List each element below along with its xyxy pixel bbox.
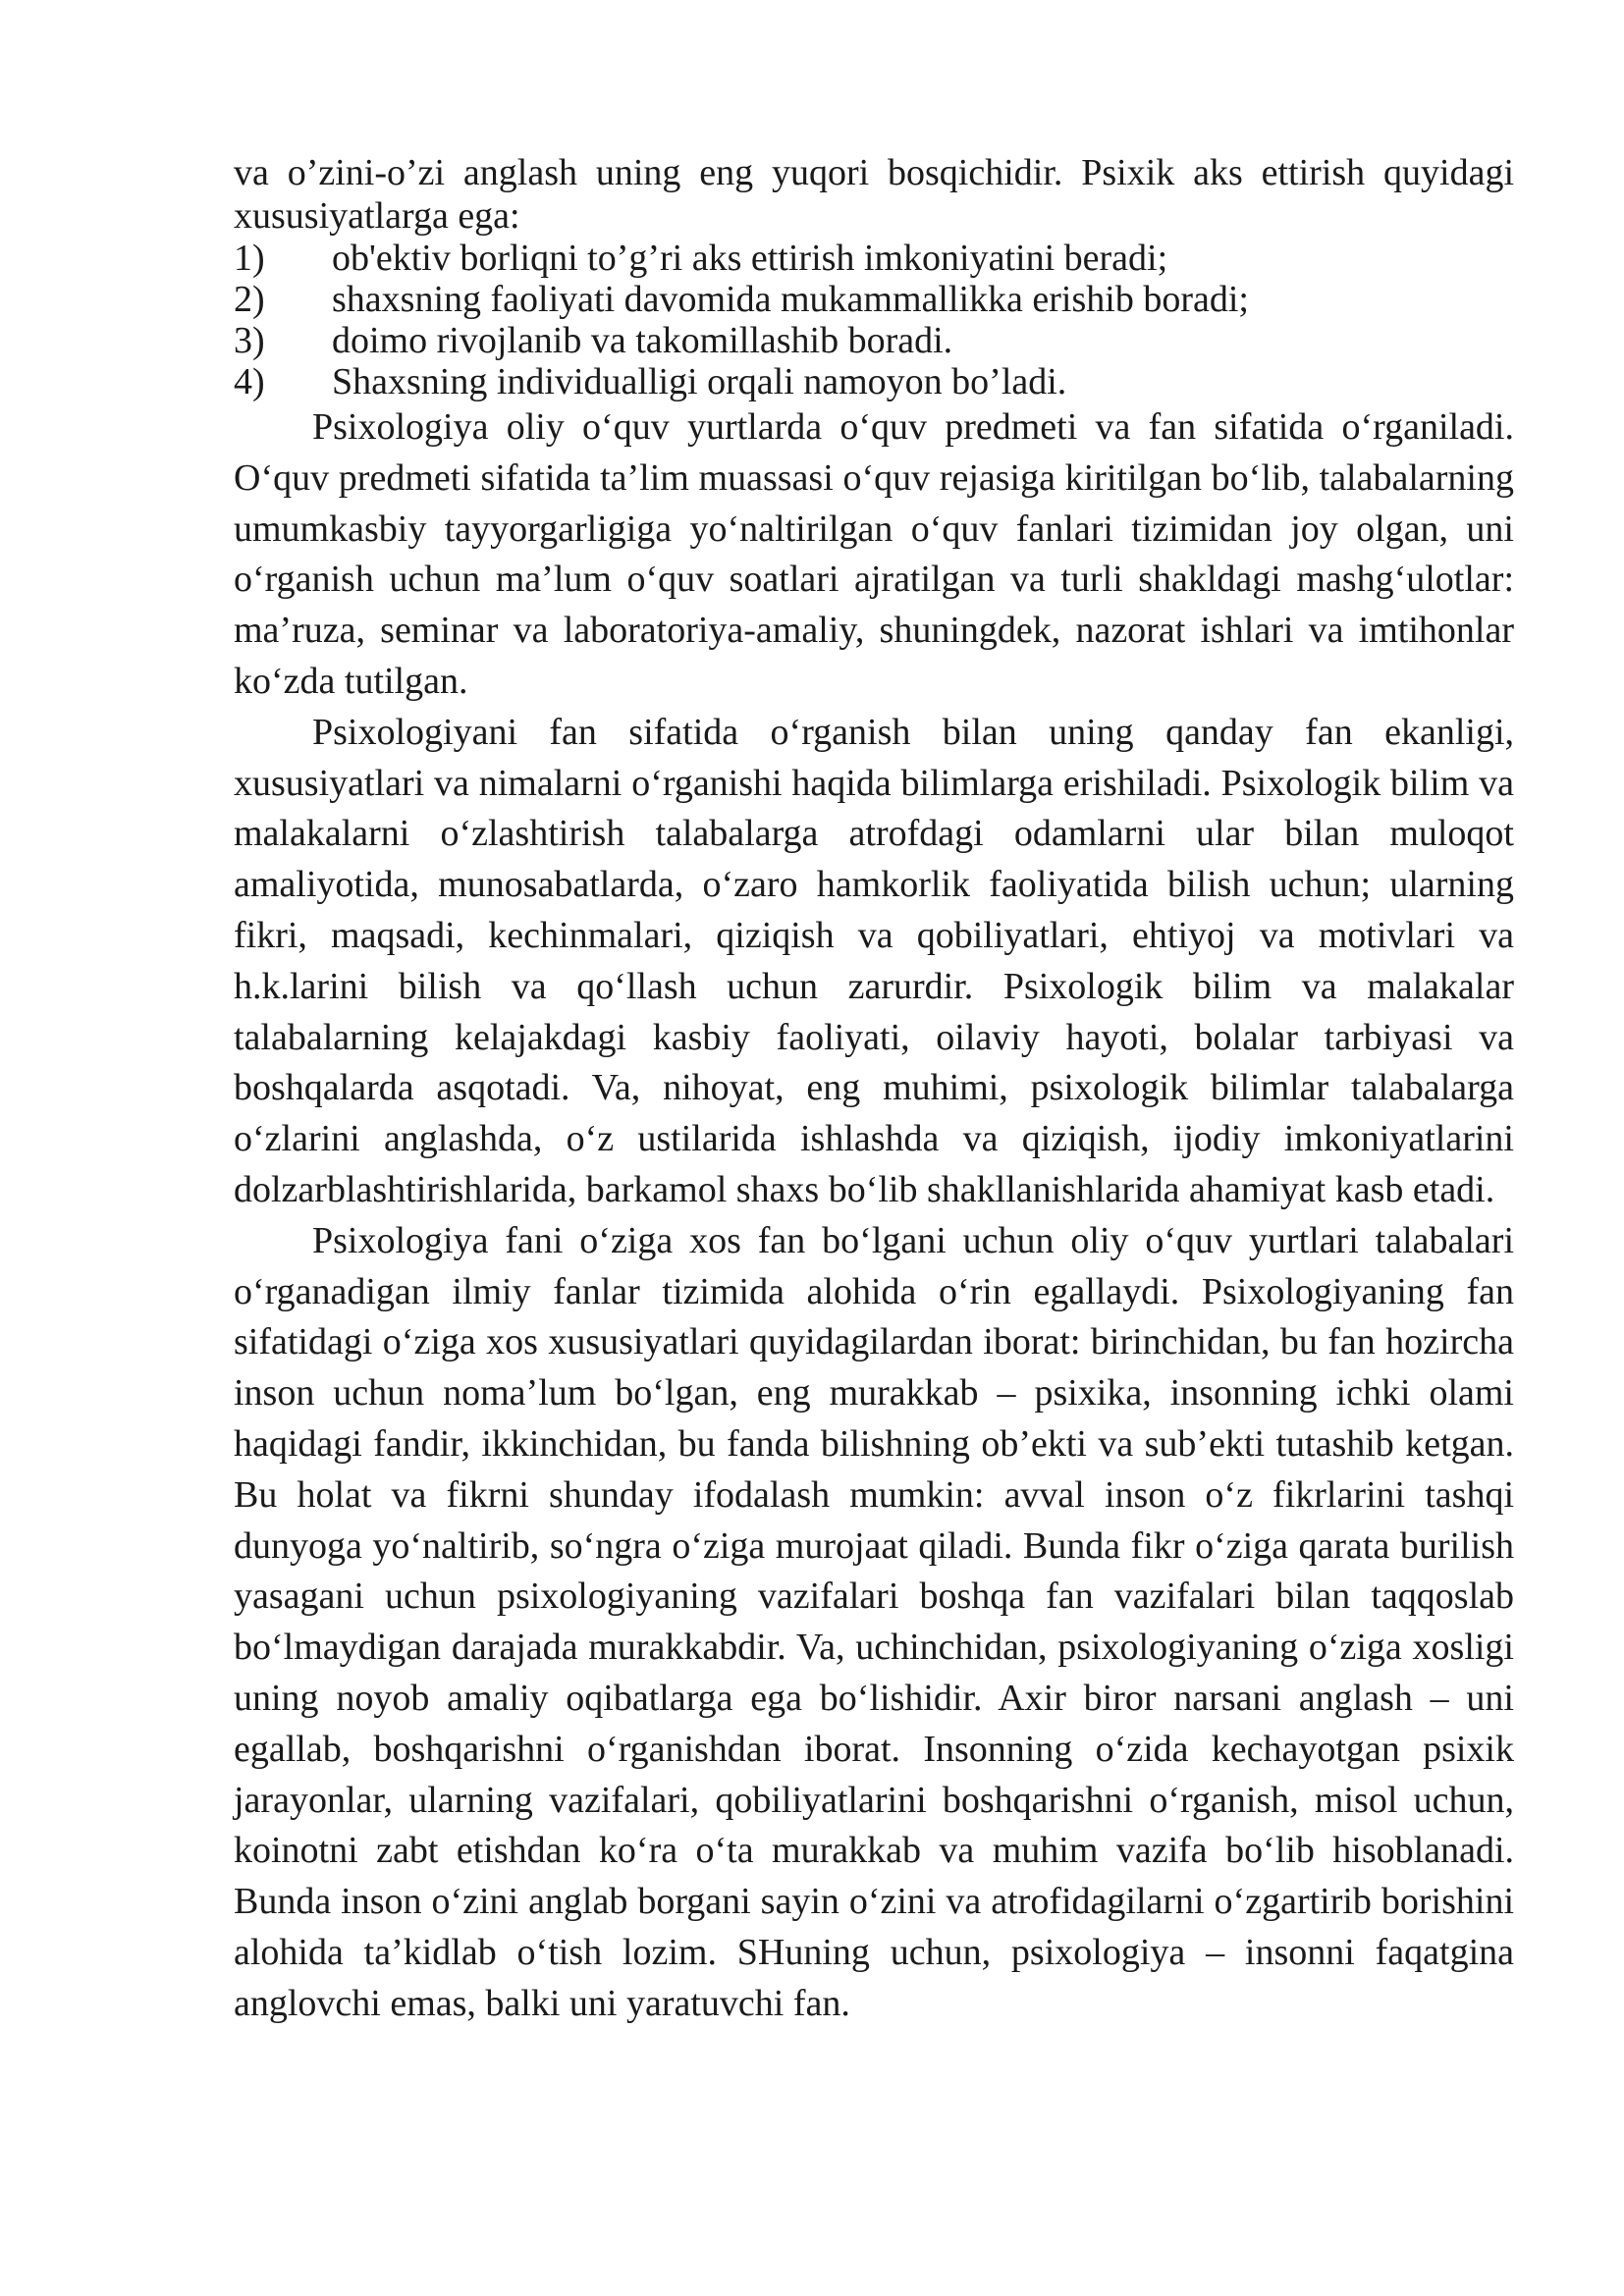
list-item-text: Shaxsning individualligi orqali namoyon bo’ladi.	[332, 361, 1067, 402]
list-item-number: 2)	[234, 279, 265, 320]
list-item	[234, 279, 1514, 320]
body-paragraph: Psixologiyani fan sifatida o‘rganish bilan uning qanday fan ekanligi, xususiyatlari va nimalarni o‘rganishi haqida bilimlarga erishiladi. Psixologik bilim va malakalarni o‘zlashtirish talabalarga atrofdagi odamlarni ular bilan muloqot amaliyotida, munosabatlarda, o‘zaro hamkorlik faoliyatida bilish uchun; ularning fikri, maqsadi, kechinmalari, qiziqish va qobiliyatlari, ehtiyoj va motivlari va h.k.larini bilish va qo‘llash uchun zarurdir. Psixologik bilim va malakalar talabalarning kelajakdagi kasbiy faoliyati, oilaviy hayoti, bolalar tarbiyasi va boshqalarda asqotadi. Va, nihoyat, eng muhimi, psixologik bilimlar talabalarga o‘zlarini anglashda, o‘z ustilarida ishlashda va qiziqish, ijodiy imkoniyatlarini dolzarblashtirishlarida, barkamol shaxs bo‘lib shakllanishlarida ahamiyat kasb etadi.	[234, 711, 1514, 1210]
body-paragraph: Psixologiya oliy o‘quv yurtlarda o‘quv predmeti va fan sifatida o‘rganiladi. O‘quv predmeti sifatida ta’lim muassasi o‘quv rejasiga kiritilgan bo‘lib, talabalarning umumkasbiy tayyorgarligiga yo‘naltirilgan o‘quv fanlari tizimidan joy olgan, uni o‘rganish uchun ma’lum o‘quv soatlari ajratilgan va turli shakldagi mashg‘ulotlar: ma’ruza, seminar va laboratoriya-amaliy, shuningdek, nazorat ishlari va imtihonlar ko‘zda tutilgan.	[234, 406, 1514, 702]
list-item-number: 3)	[234, 320, 265, 361]
list-item	[234, 320, 1514, 361]
list-item-number: 1)	[234, 238, 265, 279]
list-item	[234, 238, 1514, 279]
properties-list	[234, 238, 1514, 402]
list-item-text: doimo rivojlanib va takomillashib boradi.	[332, 320, 953, 361]
document-page	[234, 151, 1514, 2030]
intro-paragraph: va o’zini-o’zi anglash uning eng yuqori bosqichidir. Psixik aks ettirish quyidagi xususiyatlarga ega:	[234, 152, 1514, 237]
body-paragraph: Psixologiya fani o‘ziga xos fan bo‘lgani uchun oliy o‘quv yurtlari talabalari o‘rganadigan ilmiy fanlar tizimida alohida o‘rin egallaydi. Psixologiyaning fan sifatidagi o‘ziga xos xususiyatlari quyidagilardan iborat: birinchidan, bu fan hozircha inson uchun noma’lum bo‘lgan, eng murakkab – psixika, insonning ichki olami haqidagi fandir, ikkinchidan, bu fanda bilishning ob’ekti va sub’ekti tutashib ketgan. Bu holat va fikrni shunday ifodalash mumkin: avval inson o‘z fikrlarini tashqi dunyoga yo‘naltirib, so‘ngra o‘ziga murojaat qiladi. Bunda fikr o‘ziga qarata burilish yasagani uchun psixologiyaning vazifalari boshqa fan vazifalari bilan taqqoslab bo‘lmaydigan darajada murakkabdir. Va, uchinchidan, psixologiyaning o‘ziga xosligi uning noyob amaliy oqibatlarga ega bo‘lishidir. Axir biror narsani anglash – uni egallab, boshqarishni o‘rganishdan iborat. Insonning o‘zida kechayotgan psixik jarayonlar, ularning vazifalari, qobiliyatlarini boshqarishni o‘rganish, misol uchun, koinotni zabt etishdan ko‘ra o‘ta murakkab va muhim vazifa bo‘lib hisoblanadi. Bunda inson o‘zini anglab borgani sayin o‘zini va atrofidagilarni o‘zgartirib borishini alohida ta’kidlab o‘tish lozim. SHuning uchun, psixologiya – insonni faqatgina anglovchi emas, balki uni yaratuvchi fan.	[234, 1219, 1514, 2024]
list-item	[234, 361, 1514, 402]
list-item-text: ob'ektiv borliqni to’g’ri aks ettirish imkoniyatini beradi;	[332, 238, 1168, 279]
list-item-text: shaxsning faoliyati davomida mukammallikka erishib boradi;	[332, 279, 1249, 320]
list-item-number: 4)	[234, 361, 265, 402]
